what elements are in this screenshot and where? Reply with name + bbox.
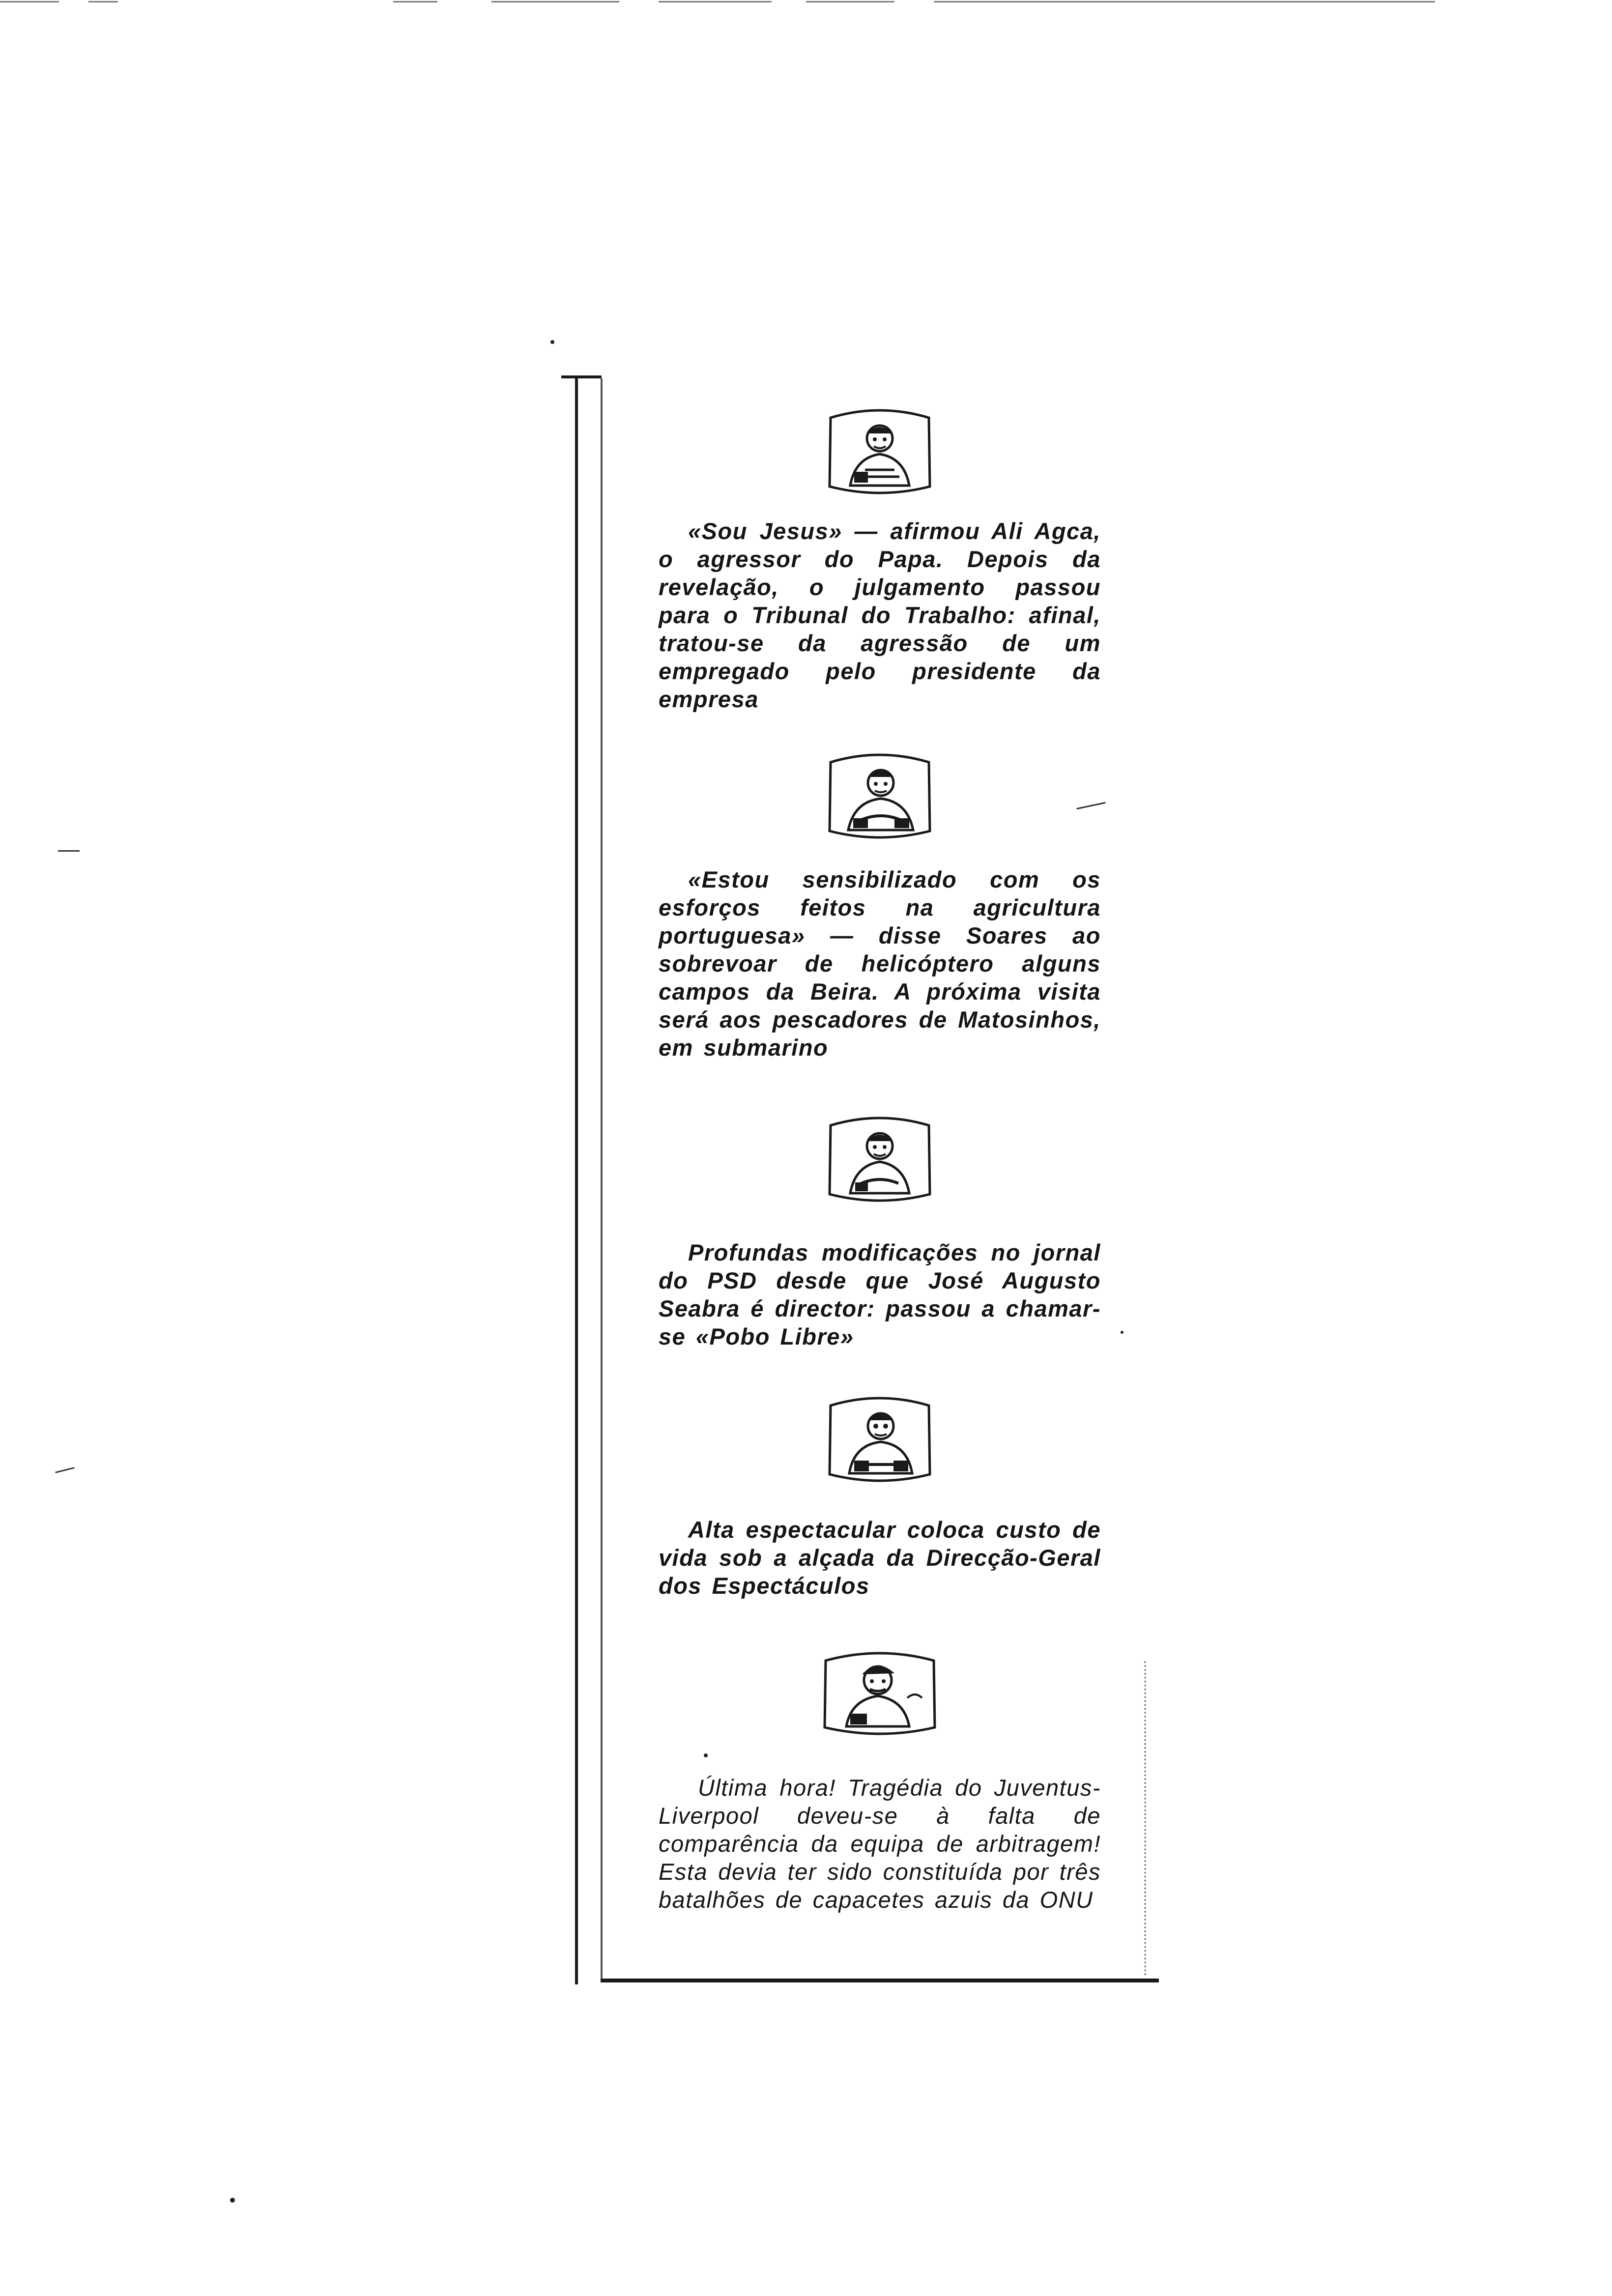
scan-speck xyxy=(230,2198,235,2203)
column-item-text: «Sou Jesus» — afirmou Ali Agca, o agressor do Papa. Depois da revelação, o julgamento passou para o Tribunal do Trabalho: afinal, tratou-se da agressão de um empregado pelo presidente da empresa xyxy=(659,518,1101,712)
column-item xyxy=(659,1644,1101,1914)
column-rule-bottom xyxy=(601,1979,1159,1982)
column-item-text: Alta espectacular coloca custo de vida sob a alçada da Direcção-Geral dos Espectáculos xyxy=(659,1517,1101,1599)
column-item-text: Última hora! Tragédia do Juventus-Liverpool deveu-se à falta de comparência da equipa de arbitragem! Esta devia ter sido constituída por três batalhões de capacetes azuis da ONU xyxy=(659,1775,1101,1913)
scan-speck xyxy=(550,340,554,344)
scan-mark xyxy=(58,850,80,852)
scan-edge-artifacts xyxy=(0,0,1612,5)
column-rule-outer xyxy=(575,375,578,1984)
television-caricature-icon xyxy=(821,1644,939,1740)
scan-speck xyxy=(1121,1331,1123,1334)
column-item xyxy=(659,1111,1101,1350)
column-item xyxy=(659,403,1101,713)
column-rule-top xyxy=(561,375,602,378)
television-caricature-icon xyxy=(826,1111,934,1207)
column-item xyxy=(659,747,1101,1062)
column-rule-right-dotted xyxy=(1144,1661,1148,1976)
scan-mark xyxy=(55,1467,75,1473)
satire-column xyxy=(659,393,1101,1914)
television-caricature-icon xyxy=(826,403,934,499)
column-item-text: Profundas modificações no jornal do PSD desde que José Augusto Seabra é director: passou a chamar-se «Pobo Libre» xyxy=(659,1239,1101,1349)
television-caricature-icon xyxy=(826,1391,934,1487)
television-caricature-icon xyxy=(826,747,934,844)
column-item xyxy=(659,1391,1101,1600)
column-item-text: «Estou sensibilizado com os esforços feitos na agricultura portuguesa» — disse Soares ao sobrevoar de helicóptero alguns campos da Beira. A próxima visita será aos pescadores de Matosinhos, em submarino xyxy=(659,866,1101,1061)
column-rule-inner xyxy=(601,378,603,1981)
